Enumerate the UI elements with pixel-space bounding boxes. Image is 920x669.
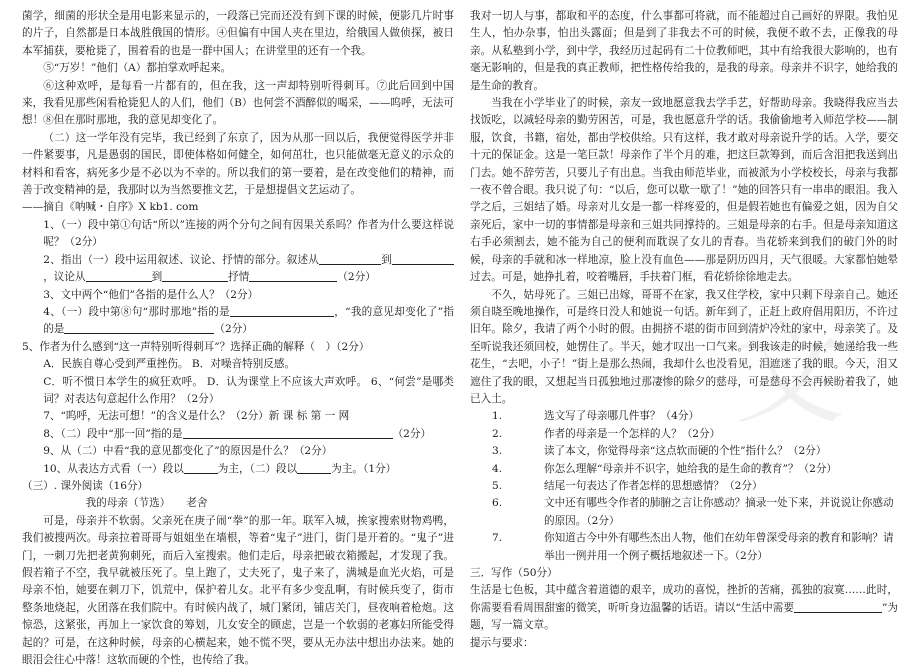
passage-source: ——摘自《呐喊・自序》X kb1. com: [22, 201, 199, 214]
list-item: 7. 你知道古今中外有哪些杰出人物，他们在幼年曾深受母亲的教育和影响？请举出一例并用一个例子概括地叙述一下。（2分）: [492, 532, 894, 562]
reading-title: 我的母亲（节选） 老舍: [85, 497, 208, 510]
reading-paragraph: 可是，母亲并不软弱。父亲死在庚子闹“拳”的那一年。联军入城，挨家搜索财物鸡鸭，我们被搜两次。母亲拉着哥哥与姐姐坐在墙根，等着“鬼子”进门，街门是开着的。“鬼子”进门，一刺刀先把老黄狗刺死，而后入室搜索。他们走后，母亲把破衣箱搬起，才发现了我。假若箱子不空，我早就被压死了。皇上跑了，丈夫死了，鬼子来了，满城是血光火焰，可是母亲不怕，她要在刺刀下，饥荒中，保护着儿女。北平有多少变乱啊，有时候兵变了，街市整条地烧起，火团落在我们院中。有时候内战了，城门紧闭，铺店关门，昼夜响着枪炮。这惊恐，这紧张，再加上一家饮食的筹划，儿女安全的顾虑，岂是一个软弱的老寡妇所能受得起的？可是，在这种时候，母亲的心横起来，她不慌不哭，要从无办法中想出办法来。她的眼泪会往心中落！这软而硬的个性，也传给了我。: [22, 514, 454, 667]
writing-tips: 提示与要求：: [470, 636, 534, 649]
reading-questions: [470, 408, 898, 565]
question-4: 4、（一）段中第⑧句“那时那地”指的是 ，“我的意见却变化了”指的是 （2分）: [43, 305, 454, 336]
option-cd: C．听不惯日本学生的疯狂欢呼。 D．认为课堂上不应该大声欢呼。 6、“何尝”是哪类词？对表达句意起什么作用？（2分）: [43, 375, 454, 405]
answer-blank: [86, 269, 152, 282]
right-column: [470, 8, 898, 652]
option-ab: A．民族自尊心受到严重挫伤。 B．对噪音特别反感。: [43, 358, 296, 371]
answer-blank: [230, 304, 334, 317]
passage-paragraph: 菌学，细菌的形状全是用电影来显示的，一段落已完而还没有到下课的时候，便影几片时事的片子，自然都是日本战胜俄国的情形。④但偏有中国人夹在里边，给俄国人做侦探，被日本军捕获，要枪毙了，围着看的也是一群中国人；在讲堂里的还有一个我。: [22, 10, 454, 57]
left-column: [22, 8, 454, 669]
writing-prompt: 生活是七色板，其中蕴含着道德的艰辛，成功的喜悦，挫折的苦痛，孤独的寂寞……此时，你需要看看周围甜蜜的微笑，听听身边温馨的话语。请以“生活中需要 ”为题，写一篇文章。: [470, 584, 898, 632]
question-9: 9、从（二）中看“我的意见都变化了”的原因是什么？（2分）: [43, 445, 333, 458]
answer-blank: [794, 600, 882, 613]
answer-blank: [184, 461, 218, 474]
list-item: 6. 文中还有哪些令作者的肺腑之言让你感动？摘录一处下来，并说说让你感动的原因。（2分）: [492, 497, 894, 527]
list-item: 5. 结尾一句表达了作者怎样的思想感情？（2分）: [492, 479, 763, 492]
list-item: 1. 选文写了母亲哪几件事？（4分）: [492, 410, 700, 423]
passage-paragraph: ⑥这种欢呼，是每看一片都有的，但在我，这一声却特别听得刺耳。⑦此后回到中国来，我看见那些闲看枪毙犯人的人们，他们（B）也何尝不酒醉似的喝采，——呜呼，无法可想！⑧但在那时那地，我的意见却变化了。: [22, 79, 454, 127]
answer-blank: [319, 252, 381, 265]
list-item: 3. 读了本文，你觉得母亲“这点软而硬的个性”指什么？（2分）: [492, 445, 827, 458]
section-heading: （三）. 课外阅读（16分）: [22, 479, 149, 492]
question-8: 8、（二）段中“那一回”指的是 （2分）: [43, 427, 432, 440]
answer-blank: [183, 426, 393, 439]
section-heading: 三．写作（50分）: [470, 567, 558, 579]
answer-blank: [64, 321, 214, 334]
reading-paragraph: 我对一切人与事，都取和平的态度，什么事都可将就，而不能超过自己画好的界限。我怕见生人，怕办杂事，怕出头露面；但是到了非我去不可的时候，我便不敢不去，正像我的母亲。从私塾到小学，到中学，我经历过起码有二十位教师吧，其中有给我很大影响的，也有毫无影响的，但是我的真正教师，把性格传给我的，是我的母亲。母亲并不识字，她给我的是生命的教育。: [470, 10, 898, 92]
watermark: 文: [735, 311, 845, 439]
answer-blank: [249, 269, 337, 282]
reading-paragraph: 不久，姑母死了。三姐已出嫁，哥哥不在家，我又住学校，家中只剩下母亲自己。她还须自晓至晚地操作，可是终日没人和她说一句话。新年到了，正赶上政府倡用阳历，不许过旧年。除夕，我请了两个小时的假。由拥挤不堪的街市回到清炉冷灶的家中，母亲笑了。及至听说我还须回校，她愣住了。半天，她才叹出一口气来。到我该走的时候，她递给我一些花生，“去吧，小子！”街上是那么热闹，我却什么也没看见，泪遮迷了我的眼。今天，泪又遮住了我的眼，又想起当日孤独地过那凄惨的除夕的慈母，可是慈母不会再候盼着我了，她已入土。: [470, 288, 898, 405]
passage-paragraph: ⑤“万岁！”他们（A）都拍掌欢呼起来。: [43, 62, 232, 75]
passage-paragraph: （二）这一学年没有完毕，我已经到了东京了，因为从那一回以后，我便觉得医学并非一件紧要事，凡是愚弱的国民，即使体格如何健全，如何茁壮，也只能做毫无意义的示众的材料和看客，病死多少是不必以为不幸的。所以我们的第一要着，是在改变他们的精神，而善于改变精神的是，我那时以为当然要推文艺，于是想提倡文艺运动了。: [22, 131, 454, 197]
question-5: 5、作者为什么感到“这一声特别听得刺耳”？选择正确的解释（ ）（2分）: [22, 340, 370, 353]
question-7: 7、“呜呼，无法可想！”的含义是什么？（2分）新 课 标 第 一 网: [43, 410, 350, 423]
answer-blank: [392, 252, 454, 265]
question-3: 3、文中两个“他们”各指的是什么人？（2分）: [43, 288, 259, 301]
list-item: 2. 作者的母亲是一个怎样的人？（2分）: [492, 427, 721, 440]
reading-paragraph: 当我在小学毕业了的时候，亲友一致地愿意我去学手艺，好帮助母亲。我晓得我应当去找饭吃，以减轻母亲的勤劳困苦，可是，我也愿意升学的话。我偷偷地考入师范学校——制服，饮食，书籍，宿处，都由学校供给。只有这样，我才敢对母亲说升学的话。入学，要交十元的保证金。这是一笔巨款！母亲作了半个月的难，把这巨款筹到，而后含泪把我送到出门去。她不辞劳苦，只要儿子有出息。当我由师范毕业，而被派为小学校校长，母亲与我都一夜不曾合眼。我只说了句：“以后，您可以歇一歇了！”她的回答只有一串串的眼泪。我入学之后，三姐结了婚。母亲对儿女是一都一样疼爱的，但是假若她也有偏爱之姐，因为自父亲死后，家中一切的事情都是母亲和三姐共同撑持的。三姐是母亲的右手。但是母亲知道这右手必须割去，她不能为自己的便利而耽误了女儿的青春。当花轿来到我们的破门外的时候，母亲的手就和冰一样地凉，脸上没有血色——那是阴历四月，天气很暖。大家都怕她晕过去。可是，她挣扎着，咬着嘴唇，手扶着门框，看花轿徐徐地走去。: [470, 97, 898, 284]
question-10: 10、从表达方式看（一）段以 为主，（二）段以 为主。（1分）: [43, 462, 397, 475]
question-1: 1、（一）段中第①句话“所以”连接的两个分句之间有因果关系吗？作者为什么要这样说呢？（2分）: [43, 218, 454, 249]
question-2: 2、指出（一）段中运用叙述、议论、抒情的部分。叙述从 到，议论从 到 抒情 （2分）: [22, 252, 454, 287]
answer-blank: [297, 461, 331, 474]
answer-blank: [162, 269, 228, 282]
list-item: 4. 你怎么理解“母亲并不识字，她给我的是生命的教育”？（2分）: [492, 462, 838, 475]
